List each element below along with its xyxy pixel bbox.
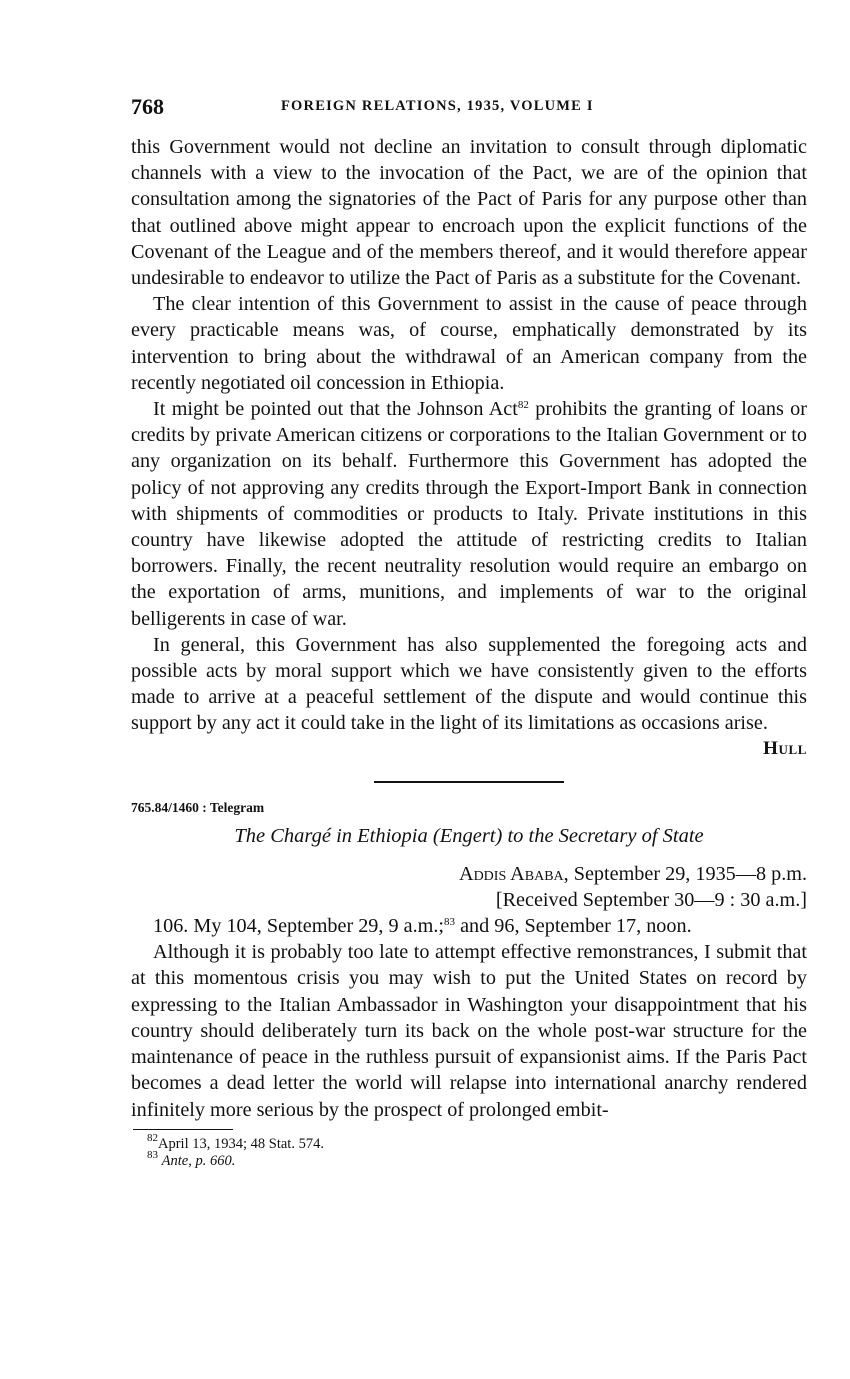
- telegram-p1-start: 106. My 104, September 29, 9 a.m.;: [153, 915, 445, 938]
- page: [131, 94, 807, 1170]
- page-header: [131, 94, 807, 120]
- body-paragraph-2: The clear intention of this Government to assist in the cause of peace through every practicable means was, of course, emphatically demonstrated by its intervention to bring about the withdrawal of an American company from the recently negotiated oil concession in Ethiopia.: [131, 293, 807, 394]
- paragraph-3-start: It might be pointed out that the Johnson Act: [153, 398, 518, 421]
- paragraph-3-end: prohibits the granting of loans or credits by private American citizens or corporations to the Italian Government or to any organization on its behalf. Furthermore this Government has adopted the policy of not approving any credits through the Export-Import Bank in connection with shipments of commodities or products to Italy. Private institutions in this country have likewise adopted the attitude of restricting credits to Italian borrowers. Finally, the recent neutrality resolution would require an embargo on the exportation of arms, munitions, and implements of war to the original belligerents in case of war.: [131, 398, 807, 630]
- body-paragraph-4: In general, this Government has also supplemented the foregoing acts and possible acts by moral support which we have consistently given to the efforts made to arrive at a peaceful settlement of the dispute and would continue this support by any act it could take in the light of its limitations as occasions arise.: [131, 633, 807, 735]
- footnote-82: [147, 1131, 807, 1153]
- telegram-p1-end: and 96, September 17, noon.: [455, 915, 692, 938]
- dateline: [131, 861, 807, 887]
- footnote-ref-83: 83: [444, 916, 456, 929]
- footnote-rule: [133, 1129, 233, 1130]
- footnote-mark: 83: [147, 1148, 158, 1161]
- footnote-ref-82: 82: [517, 399, 529, 412]
- signature: Hull: [763, 737, 807, 759]
- footnotes: [131, 1131, 807, 1170]
- section-divider: [374, 781, 564, 783]
- page-number: 768: [131, 94, 164, 119]
- telegram-paragraph-2: Although it is probably too late to attempt effective remonstrances, I submit that at this momentous crisis you may wish to put the United States on record by expressing to the Italian Ambassador in Washington your disappointment that his country should deliberately turn its back on the whole post-war structure for the maintenance of peace in the ruthless pursuit of expansionist aims. If the Paris Pact becomes a dead letter the world will relapse into international anarchy rendered infinitely more serious by the prospect of prolonged embit-: [131, 941, 807, 1121]
- place-name: Addis Ababa: [458, 862, 564, 885]
- footnote-mark: 82: [147, 1131, 158, 1144]
- footnote-text: April 13, 1934; 48 Stat. 574.: [158, 1135, 324, 1152]
- body-paragraph-3: [131, 396, 807, 632]
- body-paragraph-1: this Government would not decline an invitation to consult through diplomatic channels with a view to the invocation of the Pact, we are of the opinion that consultation among the signatories of the Pact of Paris for any purpose other than that outlined above might appear to encroach upon the explicit functions of the Covenant of the League and of the members thereof, and it would therefore appear undesirable to endeavor to utilize the Pact of Paris as a substitute for the Covenant.: [131, 136, 807, 290]
- date-time: , September 29, 1935—8 p.m.: [563, 862, 807, 885]
- file-number: 765.84/1460 : Telegram: [131, 799, 265, 815]
- document-title: The Chargé in Ethiopia (Engert) to the Secretary of State: [234, 824, 704, 847]
- running-title: FOREIGN RELATIONS, 1935, VOLUME I: [281, 98, 594, 114]
- received-line: [Received September 30—9 : 30 a.m.]: [495, 888, 807, 911]
- footnote-text: Ante, p. 660.: [161, 1152, 236, 1169]
- footnote-83: [147, 1148, 807, 1170]
- telegram-paragraph-1: [131, 913, 807, 939]
